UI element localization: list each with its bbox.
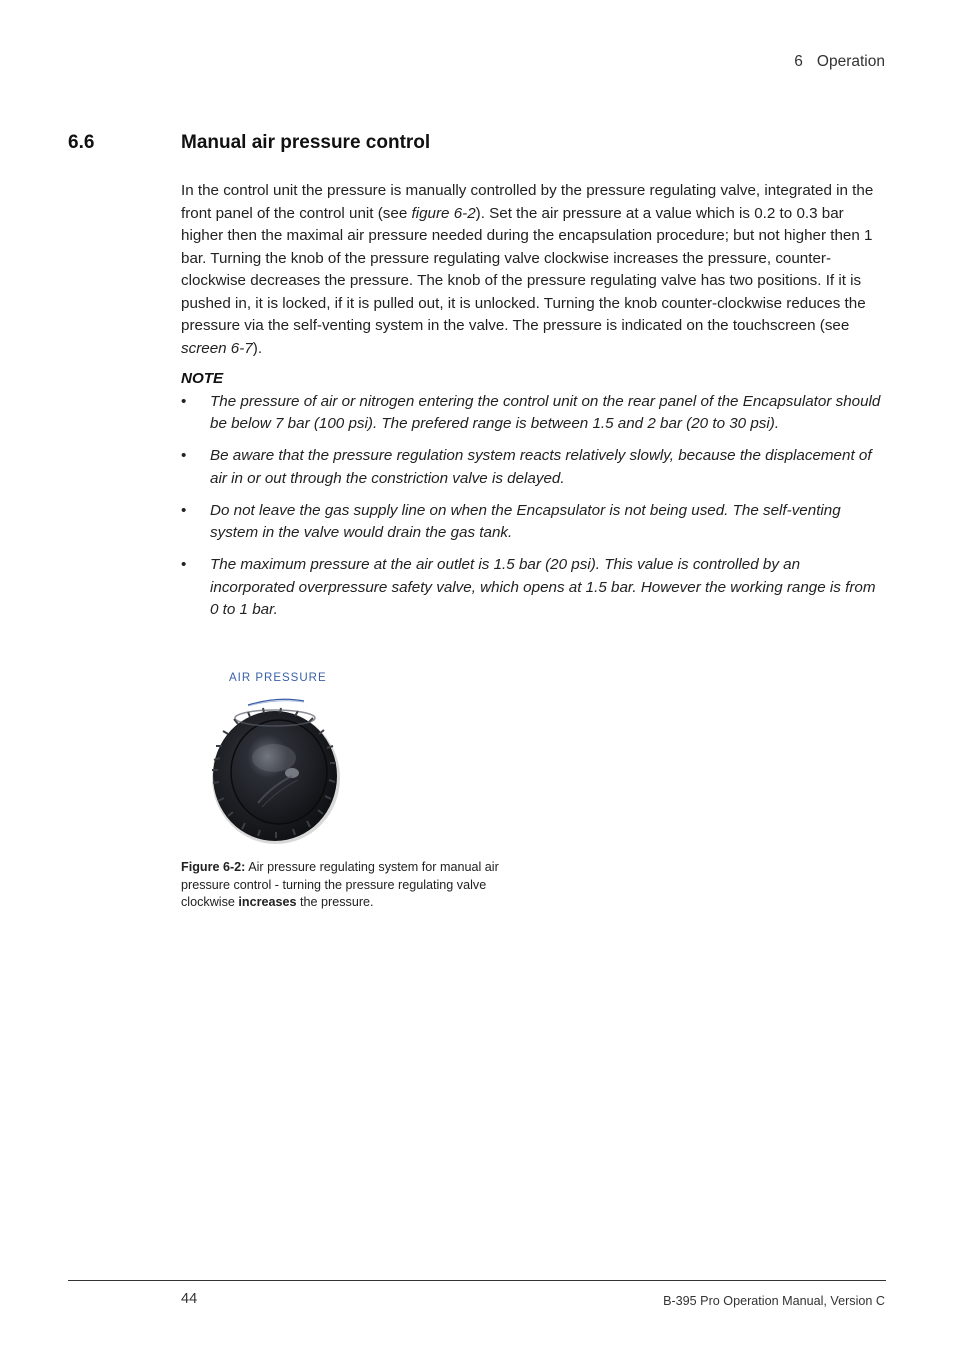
note-item [181,500,887,545]
bullet: • [181,447,187,464]
document-title: B-395 Pro Operation Manual, Version C [663,1294,885,1308]
note-item [181,554,887,622]
intro-text-2: ). Set the air pressure at a value which is 0.2 to 0.3 bar higher then the maximal air pressure needed during the encapsulation procedure; but not higher then 1 bar. Turning the knob of the pressure regulating valve clockwise increases the pressure, counter-clockwise decreases the pressure. The knob of the pressure regulating valve has two positions. If it is pushed in, it is locked, if it is pulled out, it is unlocked. Turning the knob counter-clockwise reduces the pressure via the self-venting system in the valve. The pressure is indicated on the touchscreen (see [181,204,873,334]
page-number: 44 [181,1291,198,1307]
intro-paragraph [181,180,887,360]
air-pressure-panel-label: AIR PRESSURE [229,672,327,684]
intro-text-1: In the control unit the pressure is manually controlled by the pressure regulating valve, integrated in the front panel of the control unit (see [181,182,874,222]
footer-divider [68,1280,886,1281]
section-number: 6.6 [68,132,95,153]
screen-reference: screen 6-7 [181,339,253,357]
section-body [181,180,887,631]
caption-label: Figure 6-2: [181,860,246,874]
caption-text-2: the pressure. [296,895,374,909]
note-title: NOTE [181,370,224,387]
pressure-knob-photo [200,668,360,853]
note-item-text: Do not leave the gas supply line on when the Encapsulator is not being used. The self-venting system in the valve would drain the gas tank. [210,501,841,541]
section-title: Manual air pressure control [181,132,431,153]
note-item-text: The pressure of air or nitrogen entering the control unit on the rear panel of the Encapsulator should be below 7 bar (100 psi). The prefered range is between 1.5 and 2 bar (20 to 30 psi). [210,392,881,432]
note-item-text: The maximum pressure at the air outlet is 1.5 bar (20 psi). This value is controlled by an incorporated overpressure safety valve, which opens at 1.5 bar. However the working range is from 0 to 1 bar. [210,556,876,618]
figure-caption [181,859,511,912]
note-item [181,391,887,436]
chapter-title: Operation [816,53,885,70]
bullet: • [181,501,187,519]
note-list [181,391,887,622]
running-header [794,53,885,71]
note-item-text: Be aware that the pressure regulation system reacts relatively slowly, because the displacement of air in or out through the constriction valve is delayed. [210,447,872,487]
figure-reference: figure 6-2 [411,204,476,222]
caption-emphasis: increases [238,895,297,909]
pressure-knob-figure [200,668,360,853]
note-item [181,445,887,490]
caption-text-1: Air pressure regulating system for manual air pressure control - turning the pressure regulating valve clockwise [181,860,499,909]
bullet: • [181,392,187,410]
intro-text-3: ). [252,339,263,357]
bullet: • [181,556,187,573]
chapter-number: 6 [794,53,803,70]
